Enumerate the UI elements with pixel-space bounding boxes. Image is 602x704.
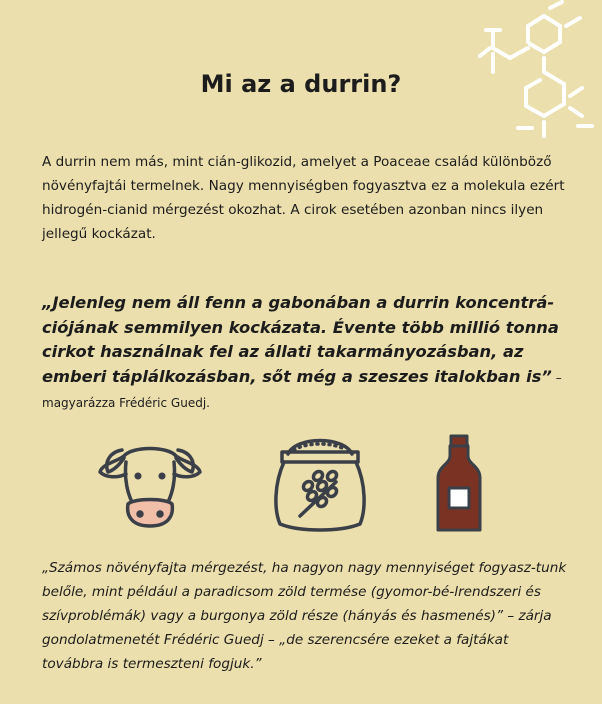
highlight-quote-text: „Jelenleg nem áll fenn a gabonában a durrin koncentrá-ciójának semmilyen kockázata. Évente több millió tonna cirkot használnak fel az állati takarmányozásban, az emberi táplálkozásban, sőt még a szeszes italokban is” [42, 293, 559, 386]
bottle-icon [432, 432, 486, 536]
closing-quote: „Számos növényfajta mérgezést, ha nagyon nagy mennyiséget fogyasz-tunk belőle, mint például a paradicsom zöld termése (gyomor-bé-lrendszeri és szívproblémák) vagy a burgonya zöld része (hányás és hasmenés)” – zárja gondolatmenetét Frédéric Guedj – „de szerencsére ezeket a fajtákat továbbra is termeszteni fogjuk.” [42, 560, 567, 672]
intro-paragraph: A durrin nem más, mint cián-glikozid, amelyet a Poaceae család különböző növényfajtái termelnek. Nagy mennyiségben fogyasztva ez a molekula ezért hidrogén-cianid mérgezést okozhat. A cirok esetében azonban nincs ilyen jellegű kockázat. [42, 154, 565, 242]
icon-row [0, 432, 602, 536]
highlight-quote [42, 291, 567, 416]
page-title: Mi az a durrin? [200, 70, 402, 98]
cow-icon [98, 432, 202, 536]
quote-attribution: – magyarázza Frédéric Guedj. [42, 370, 562, 410]
grain-sack-icon [270, 432, 370, 536]
